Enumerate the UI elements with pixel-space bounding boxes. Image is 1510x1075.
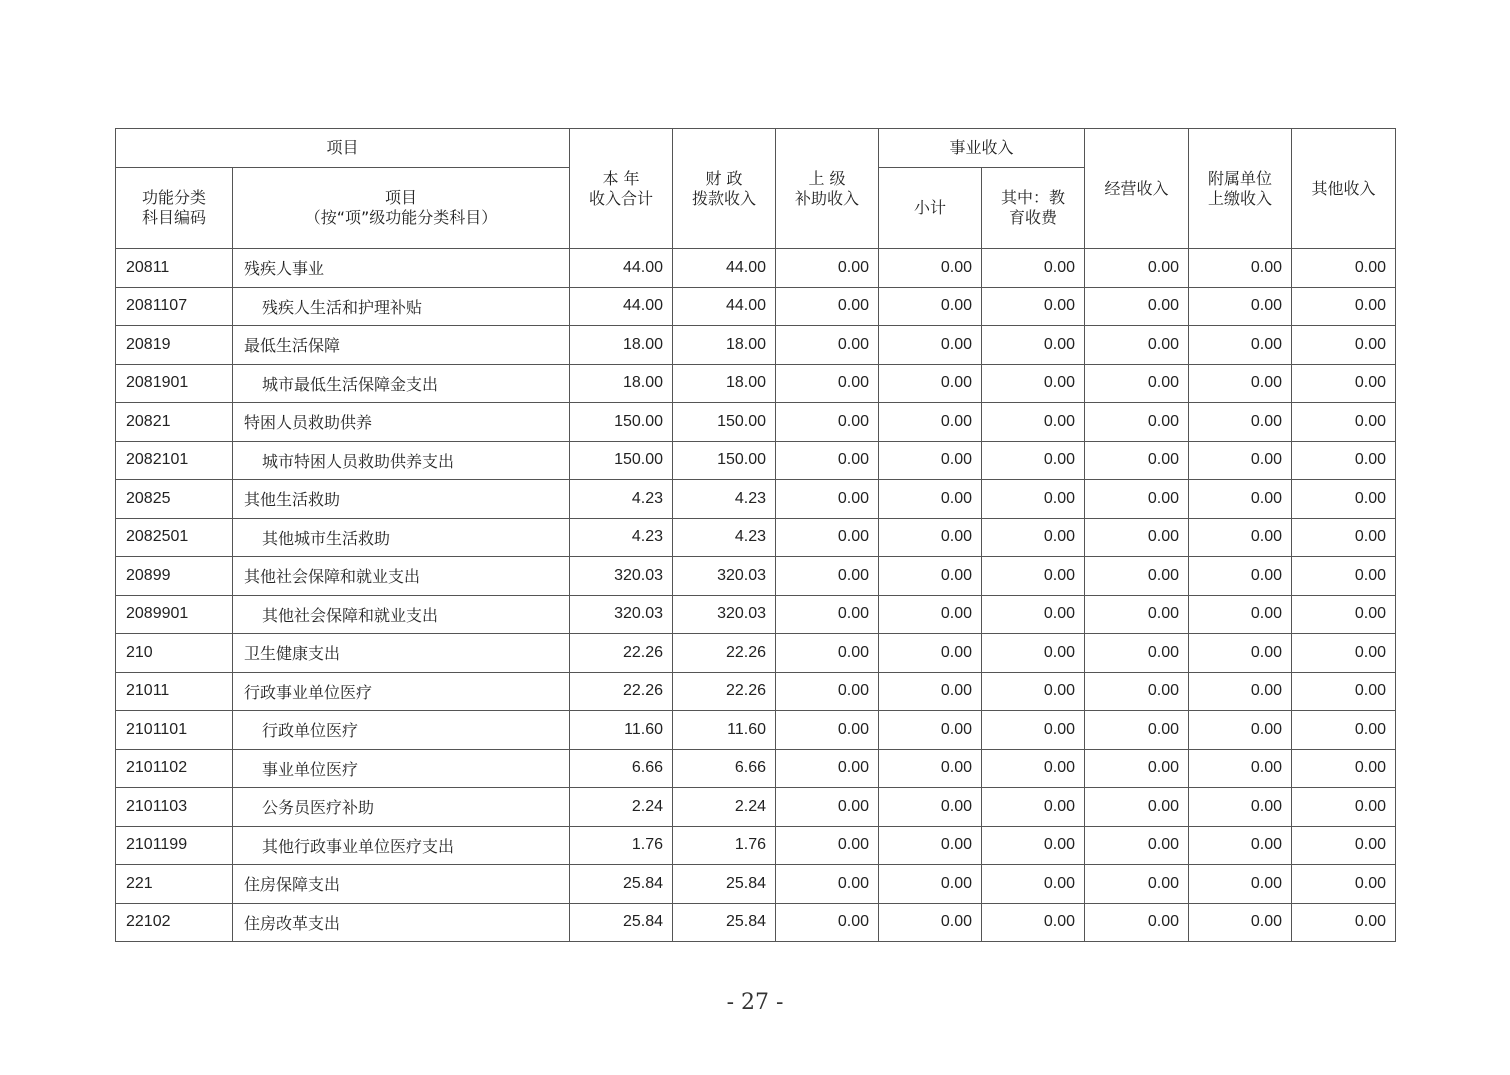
- cell-other: 0.00: [1292, 903, 1396, 942]
- cell-other: 0.00: [1292, 441, 1396, 480]
- cell-affiliated: 0.00: [1189, 441, 1292, 480]
- cell-business-subtotal: 0.00: [879, 287, 982, 326]
- cell-upper-subsidy: 0.00: [776, 788, 879, 827]
- cell-item-name: 卫生健康支出: [233, 634, 570, 673]
- table-row: [116, 364, 1396, 403]
- cell-business-subtotal: 0.00: [879, 865, 982, 904]
- cell-fiscal: 25.84: [673, 903, 776, 942]
- cell-business-subtotal: 0.00: [879, 557, 982, 596]
- cell-other: 0.00: [1292, 595, 1396, 634]
- cell-upper-subsidy: 0.00: [776, 749, 879, 788]
- cell-code: 20821: [116, 403, 233, 442]
- cell-operating: 0.00: [1085, 749, 1189, 788]
- cell-education-fee: 0.00: [982, 403, 1085, 442]
- cell-fiscal: 320.03: [673, 557, 776, 596]
- header-fiscal-line1: 财 政: [705, 168, 743, 188]
- cell-operating: 0.00: [1085, 518, 1189, 557]
- cell-upper-subsidy: 0.00: [776, 711, 879, 750]
- cell-other: 0.00: [1292, 557, 1396, 596]
- cell-item-name: 最低生活保障: [233, 326, 570, 365]
- cell-education-fee: 0.00: [982, 826, 1085, 865]
- cell-business-subtotal: 0.00: [879, 249, 982, 288]
- cell-code: 20899: [116, 557, 233, 596]
- cell-business-subtotal: 0.00: [879, 518, 982, 557]
- cell-upper-subsidy: 0.00: [776, 326, 879, 365]
- cell-affiliated: 0.00: [1189, 480, 1292, 519]
- cell-affiliated: 0.00: [1189, 865, 1292, 904]
- cell-upper-subsidy: 0.00: [776, 287, 879, 326]
- cell-operating: 0.00: [1085, 711, 1189, 750]
- cell-other: 0.00: [1292, 634, 1396, 673]
- cell-item-name: 残疾人事业: [233, 249, 570, 288]
- cell-affiliated: 0.00: [1189, 287, 1292, 326]
- cell-education-fee: 0.00: [982, 634, 1085, 673]
- header-operating-income: 经营收入: [1085, 129, 1189, 249]
- cell-affiliated: 0.00: [1189, 634, 1292, 673]
- cell-total: 4.23: [570, 480, 673, 519]
- table-body: [116, 249, 1396, 942]
- table-row: [116, 903, 1396, 942]
- cell-business-subtotal: 0.00: [879, 326, 982, 365]
- cell-code: 2101103: [116, 788, 233, 827]
- table-row: [116, 480, 1396, 519]
- cell-operating: 0.00: [1085, 672, 1189, 711]
- cell-fiscal: 6.66: [673, 749, 776, 788]
- cell-code: 2101101: [116, 711, 233, 750]
- cell-fiscal: 44.00: [673, 287, 776, 326]
- table-row: [116, 595, 1396, 634]
- cell-fiscal: 4.23: [673, 518, 776, 557]
- cell-code: 20819: [116, 326, 233, 365]
- cell-code: 221: [116, 865, 233, 904]
- cell-code: 22102: [116, 903, 233, 942]
- cell-other: 0.00: [1292, 711, 1396, 750]
- cell-code: 2082501: [116, 518, 233, 557]
- cell-education-fee: 0.00: [982, 788, 1085, 827]
- cell-education-fee: 0.00: [982, 865, 1085, 904]
- header-fiscal-line2: 拨款收入: [692, 188, 757, 208]
- cell-business-subtotal: 0.00: [879, 749, 982, 788]
- cell-total: 320.03: [570, 557, 673, 596]
- cell-fiscal: 11.60: [673, 711, 776, 750]
- cell-affiliated: 0.00: [1189, 518, 1292, 557]
- cell-business-subtotal: 0.00: [879, 788, 982, 827]
- cell-affiliated: 0.00: [1189, 326, 1292, 365]
- table-row: [116, 788, 1396, 827]
- cell-business-subtotal: 0.00: [879, 672, 982, 711]
- cell-affiliated: 0.00: [1189, 749, 1292, 788]
- cell-other: 0.00: [1292, 364, 1396, 403]
- cell-business-subtotal: 0.00: [879, 826, 982, 865]
- cell-upper-subsidy: 0.00: [776, 634, 879, 673]
- cell-fiscal: 2.24: [673, 788, 776, 827]
- budget-table-container: [115, 128, 1395, 942]
- cell-upper-subsidy: 0.00: [776, 826, 879, 865]
- header-upper-line2: 补助收入: [795, 188, 860, 208]
- cell-item-name: 公务员医疗补助: [233, 788, 570, 827]
- cell-item-name: 住房改革支出: [233, 903, 570, 942]
- header-code-line2: 科目编码: [141, 208, 206, 227]
- cell-code: 20825: [116, 480, 233, 519]
- header-affiliated-income: [1189, 129, 1292, 249]
- cell-upper-subsidy: 0.00: [776, 903, 879, 942]
- cell-education-fee: 0.00: [982, 364, 1085, 403]
- cell-item-name: 其他社会保障和就业支出: [233, 595, 570, 634]
- cell-total: 320.03: [570, 595, 673, 634]
- cell-affiliated: 0.00: [1189, 364, 1292, 403]
- cell-code: 2089901: [116, 595, 233, 634]
- cell-upper-subsidy: 0.00: [776, 865, 879, 904]
- cell-other: 0.00: [1292, 788, 1396, 827]
- cell-fiscal: 18.00: [673, 364, 776, 403]
- table-row: [116, 518, 1396, 557]
- cell-operating: 0.00: [1085, 557, 1189, 596]
- cell-upper-subsidy: 0.00: [776, 403, 879, 442]
- cell-affiliated: 0.00: [1189, 595, 1292, 634]
- cell-upper-subsidy: 0.00: [776, 249, 879, 288]
- cell-education-fee: 0.00: [982, 326, 1085, 365]
- cell-other: 0.00: [1292, 826, 1396, 865]
- header-education-fee: [982, 168, 1085, 249]
- header-edu-line1: 其中：教: [1001, 188, 1066, 207]
- cell-item-name: 其他行政事业单位医疗支出: [233, 826, 570, 865]
- cell-education-fee: 0.00: [982, 518, 1085, 557]
- table-header: [116, 129, 1396, 249]
- table-row: [116, 287, 1396, 326]
- header-subtotal: 小计: [879, 168, 982, 249]
- cell-code: 20811: [116, 249, 233, 288]
- header-total-line1: 本 年: [602, 168, 640, 188]
- cell-code: 2101199: [116, 826, 233, 865]
- cell-business-subtotal: 0.00: [879, 364, 982, 403]
- table-row: [116, 672, 1396, 711]
- cell-other: 0.00: [1292, 865, 1396, 904]
- cell-item-name: 其他社会保障和就业支出: [233, 557, 570, 596]
- cell-operating: 0.00: [1085, 441, 1189, 480]
- cell-business-subtotal: 0.00: [879, 903, 982, 942]
- cell-education-fee: 0.00: [982, 672, 1085, 711]
- header-total-line2: 收入合计: [589, 188, 654, 208]
- cell-item-name: 住房保障支出: [233, 865, 570, 904]
- cell-total: 44.00: [570, 249, 673, 288]
- cell-affiliated: 0.00: [1189, 557, 1292, 596]
- cell-total: 22.26: [570, 634, 673, 673]
- cell-operating: 0.00: [1085, 326, 1189, 365]
- cell-item-name: 事业单位医疗: [233, 749, 570, 788]
- cell-code: 2101102: [116, 749, 233, 788]
- cell-fiscal: 22.26: [673, 672, 776, 711]
- cell-business-subtotal: 0.00: [879, 441, 982, 480]
- cell-fiscal: 4.23: [673, 480, 776, 519]
- cell-affiliated: 0.00: [1189, 711, 1292, 750]
- cell-education-fee: 0.00: [982, 903, 1085, 942]
- cell-operating: 0.00: [1085, 287, 1189, 326]
- cell-fiscal: 18.00: [673, 326, 776, 365]
- cell-upper-subsidy: 0.00: [776, 557, 879, 596]
- cell-other: 0.00: [1292, 326, 1396, 365]
- cell-fiscal: 22.26: [673, 634, 776, 673]
- cell-total: 18.00: [570, 326, 673, 365]
- table-row: [116, 749, 1396, 788]
- cell-education-fee: 0.00: [982, 287, 1085, 326]
- cell-upper-subsidy: 0.00: [776, 480, 879, 519]
- cell-education-fee: 0.00: [982, 480, 1085, 519]
- cell-item-name: 特困人员救助供养: [233, 403, 570, 442]
- header-total: [570, 129, 673, 249]
- cell-code: 2082101: [116, 441, 233, 480]
- table-row: [116, 441, 1396, 480]
- header-code-line1: 功能分类: [141, 188, 206, 207]
- cell-other: 0.00: [1292, 672, 1396, 711]
- cell-business-subtotal: 0.00: [879, 634, 982, 673]
- cell-upper-subsidy: 0.00: [776, 364, 879, 403]
- cell-code: 210: [116, 634, 233, 673]
- cell-upper-subsidy: 0.00: [776, 518, 879, 557]
- cell-item-name: 行政单位医疗: [233, 711, 570, 750]
- cell-other: 0.00: [1292, 287, 1396, 326]
- table-row: [116, 826, 1396, 865]
- cell-affiliated: 0.00: [1189, 826, 1292, 865]
- cell-business-subtotal: 0.00: [879, 595, 982, 634]
- cell-upper-subsidy: 0.00: [776, 672, 879, 711]
- cell-other: 0.00: [1292, 403, 1396, 442]
- table-row: [116, 557, 1396, 596]
- cell-business-subtotal: 0.00: [879, 403, 982, 442]
- cell-other: 0.00: [1292, 749, 1396, 788]
- cell-education-fee: 0.00: [982, 557, 1085, 596]
- cell-fiscal: 44.00: [673, 249, 776, 288]
- header-item: [233, 168, 570, 249]
- header-upper-subsidy: [776, 129, 879, 249]
- cell-total: 25.84: [570, 865, 673, 904]
- cell-operating: 0.00: [1085, 249, 1189, 288]
- cell-affiliated: 0.00: [1189, 903, 1292, 942]
- cell-fiscal: 1.76: [673, 826, 776, 865]
- header-business-income: 事业收入: [879, 129, 1085, 168]
- header-project: 项目: [116, 129, 570, 168]
- cell-item-name: 城市最低生活保障金支出: [233, 364, 570, 403]
- cell-affiliated: 0.00: [1189, 249, 1292, 288]
- cell-business-subtotal: 0.00: [879, 480, 982, 519]
- cell-item-name: 其他城市生活救助: [233, 518, 570, 557]
- header-affiliated-line2: 上缴收入: [1208, 188, 1273, 208]
- cell-operating: 0.00: [1085, 364, 1189, 403]
- cell-affiliated: 0.00: [1189, 672, 1292, 711]
- cell-education-fee: 0.00: [982, 595, 1085, 634]
- table-row: [116, 249, 1396, 288]
- table-row: [116, 865, 1396, 904]
- header-other-income: 其他收入: [1292, 129, 1396, 249]
- cell-total: 2.24: [570, 788, 673, 827]
- table-row: [116, 711, 1396, 750]
- cell-operating: 0.00: [1085, 788, 1189, 827]
- cell-code: 2081901: [116, 364, 233, 403]
- cell-upper-subsidy: 0.00: [776, 441, 879, 480]
- cell-education-fee: 0.00: [982, 249, 1085, 288]
- cell-education-fee: 0.00: [982, 711, 1085, 750]
- header-item-line1: 项目: [385, 188, 418, 207]
- cell-code: 2081107: [116, 287, 233, 326]
- header-edu-line2: 育收费: [1009, 208, 1058, 227]
- cell-item-name: 行政事业单位医疗: [233, 672, 570, 711]
- cell-fiscal: 25.84: [673, 865, 776, 904]
- cell-total: 150.00: [570, 403, 673, 442]
- header-code: [116, 168, 233, 249]
- cell-item-name: 其他生活救助: [233, 480, 570, 519]
- cell-affiliated: 0.00: [1189, 403, 1292, 442]
- table-row: [116, 634, 1396, 673]
- cell-total: 4.23: [570, 518, 673, 557]
- cell-total: 6.66: [570, 749, 673, 788]
- cell-code: 21011: [116, 672, 233, 711]
- header-item-line2: （按“项”级功能分类科目）: [304, 208, 498, 227]
- table-row: [116, 403, 1396, 442]
- cell-operating: 0.00: [1085, 480, 1189, 519]
- table-row: [116, 326, 1396, 365]
- cell-operating: 0.00: [1085, 903, 1189, 942]
- cell-other: 0.00: [1292, 518, 1396, 557]
- cell-total: 1.76: [570, 826, 673, 865]
- cell-affiliated: 0.00: [1189, 788, 1292, 827]
- cell-item-name: 残疾人生活和护理补贴: [233, 287, 570, 326]
- header-upper-line1: 上 级: [808, 168, 846, 188]
- cell-total: 150.00: [570, 441, 673, 480]
- cell-business-subtotal: 0.00: [879, 711, 982, 750]
- cell-total: 22.26: [570, 672, 673, 711]
- cell-fiscal: 150.00: [673, 441, 776, 480]
- cell-other: 0.00: [1292, 249, 1396, 288]
- cell-total: 18.00: [570, 364, 673, 403]
- cell-total: 25.84: [570, 903, 673, 942]
- header-fiscal: [673, 129, 776, 249]
- cell-total: 44.00: [570, 287, 673, 326]
- cell-operating: 0.00: [1085, 634, 1189, 673]
- cell-operating: 0.00: [1085, 595, 1189, 634]
- cell-education-fee: 0.00: [982, 441, 1085, 480]
- cell-fiscal: 320.03: [673, 595, 776, 634]
- cell-fiscal: 150.00: [673, 403, 776, 442]
- cell-operating: 0.00: [1085, 826, 1189, 865]
- cell-total: 11.60: [570, 711, 673, 750]
- header-affiliated-line1: 附属单位: [1208, 168, 1273, 188]
- cell-operating: 0.00: [1085, 865, 1189, 904]
- cell-other: 0.00: [1292, 480, 1396, 519]
- cell-item-name: 城市特困人员救助供养支出: [233, 441, 570, 480]
- cell-education-fee: 0.00: [982, 749, 1085, 788]
- page-number: - 27 -: [726, 990, 784, 1015]
- cell-operating: 0.00: [1085, 403, 1189, 442]
- budget-table: [115, 128, 1396, 942]
- cell-upper-subsidy: 0.00: [776, 595, 879, 634]
